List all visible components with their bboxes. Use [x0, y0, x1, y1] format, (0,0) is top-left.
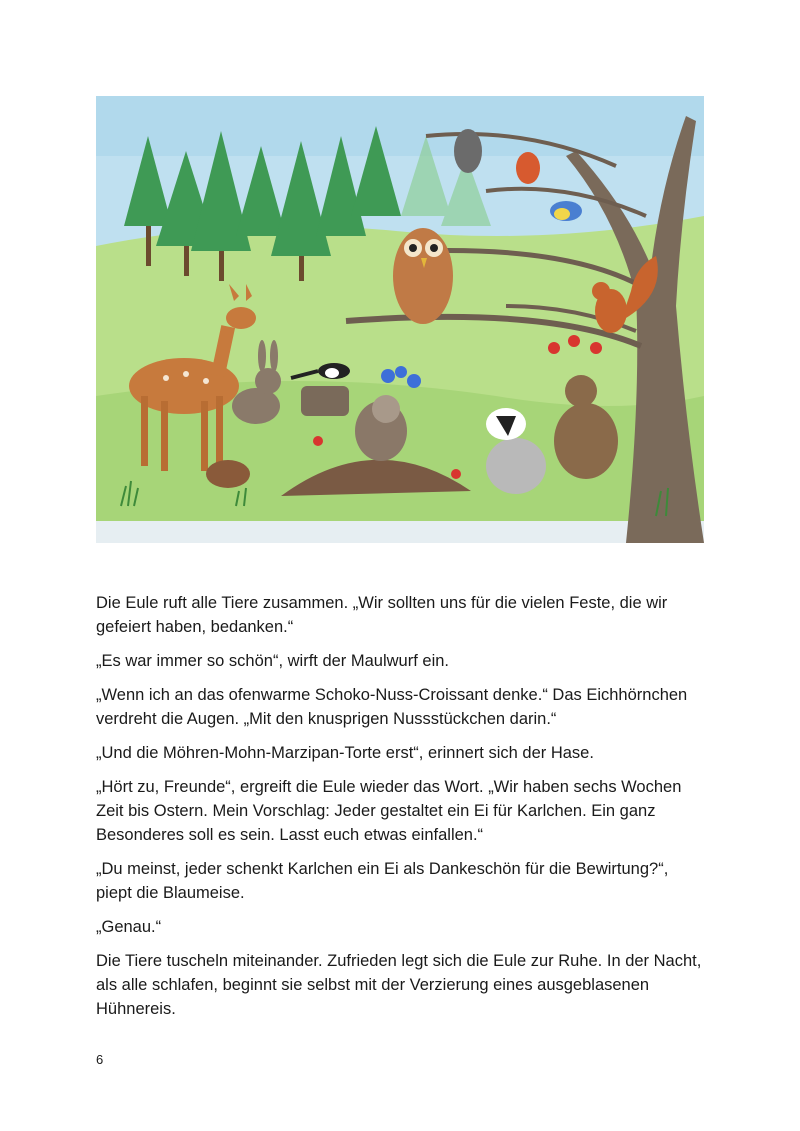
owl: [393, 228, 453, 324]
robin: [516, 152, 540, 184]
page-number: 6: [96, 1052, 104, 1067]
forest-animals-illustration: [96, 96, 704, 543]
paragraph: „Du meinst, jeder schenkt Karlchen ein Ei als Dankeschön für die Bewirtung?“, piept die Blaumeise.: [96, 860, 669, 902]
bat: [454, 129, 482, 173]
paragraph: „Hört zu, Freunde“, ergreift die Eule wieder das Wort. „Wir haben sechs Wochen Zeit bis Ostern. Mein Vorschlag: Jeder gestaltet ein Ei für Karlchen. Ein ganz Besonderes soll es sein. Lasst euch etwas einfallen.“: [96, 778, 682, 844]
paragraph: „Und die Möhren-Mohn-Marzipan-Torte erst“, erinnert sich der Hase.: [96, 744, 594, 762]
paragraph: „Es war immer so schön“, wirft der Maulwurf ein.: [96, 652, 450, 670]
paragraph: Die Tiere tuscheln miteinander. Zufrieden legt sich die Eule zur Ruhe. In der Nacht, als alle schlafen, beginnt sie selbst mit der Verzierung eines ausgeblasenen Hühnereis.: [96, 952, 702, 1018]
paragraph: „Wenn ich an das ofenwarme Schoko-Nuss-Croissant denke.“ Das Eichhörnchen verdreht die Augen. „Mit den knusprigen Nussstückchen darin.“: [96, 686, 688, 728]
story-text: [96, 591, 708, 1031]
paragraph: „Genau.“: [96, 918, 162, 936]
tree-stump: [301, 386, 349, 416]
paragraph: Die Eule ruft alle Tiere zusammen. „Wir sollten uns für die vielen Feste, die wir gefeiert haben, bedanken.“: [96, 594, 668, 636]
hedgehog: [206, 460, 250, 488]
